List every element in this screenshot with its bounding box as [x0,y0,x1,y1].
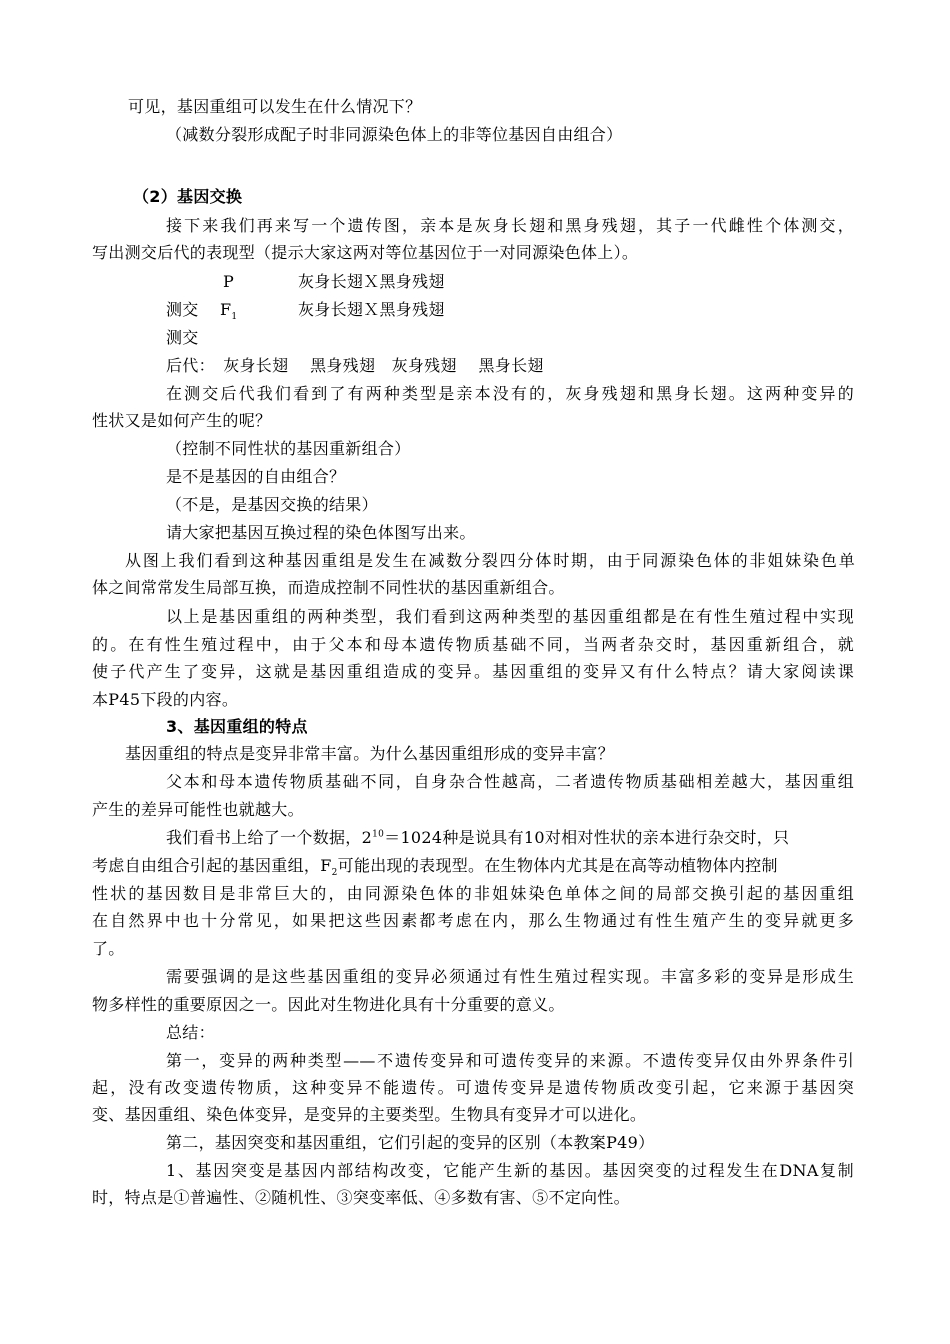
text-line: 接下来我们再来写一个遗传图，亲本是灰身长翅和黑身残翅，其子一代雌性个体测交， [166,216,854,235]
cross-label-testcross: 测交 [166,328,199,347]
text-line: 考虑自由组合引起的基因重组，$F_2$可能出现的表现型。在生物体内尤其是在高等动植物体内控制 [92,856,778,879]
text-line: 1、基因突变是基因内部结构改变，它能产生新的基因。基因突变的过程发生在DNA复制 [166,1161,854,1180]
cross-f1: 灰身长翅Ｘ黑身残翅 [298,300,445,319]
text-line: （控制不同性状的基因重新组合） [166,439,411,458]
text-line: 可见，基因重组可以发生在什么情况下？ [128,97,422,116]
text-line: 物多样性的重要原因之一。因此对生物进化具有十分重要的意义。 [92,995,565,1014]
text-line: 时，特点是①普遍性、②随机性、③突变率低、④多数有害、⑤不定向性。 [92,1188,630,1207]
text-line: （不是，是基因交换的结果） [166,495,378,514]
text-line: 请大家把基因互换过程的染色体图写出来。 [166,523,476,542]
text-line: 在测交后代我们看到了有两种类型是亲本没有的，灰身残翅和黑身长翅。这两种变异的 [166,384,854,403]
text-line: 第一，变异的两种类型——不遗传变异和可遗传变异的来源。不遗传变异仅由外界条件引 [166,1051,854,1070]
text-line: 父本和母本遗传物质基础不同，自身杂合性越高，二者遗传物质基础相差越大，基因重组 [166,772,854,791]
text-line: 总结： [166,1023,215,1042]
section-heading: （2）基因交换 [133,187,243,206]
text-line: （减数分裂形成配子时非同源染色体上的非等位基因自由组合） [166,125,623,144]
text-line: 基因重组的特点是变异非常丰富。为什么基因重组形成的变异丰富？ [125,744,615,763]
text-line: 的。在有性生殖过程中，由于父本和母本遗传物质基础不同，当两者杂交时，基因重新组合，就 [92,635,854,654]
text-line: 在自然界中也十分常见，如果把这些因素都考虑在内，那么生物通过有性生殖产生的变异就更多 [92,911,854,930]
cross-label-p: P [223,272,235,291]
text-line: 产生的差异可能性也就越大。 [92,800,304,819]
text-line: 变、基因重组、染色体变异，是变异的主要类型。生物具有变异才可以进化。 [92,1105,647,1124]
text-line: 使子代产生了变异，这就是基因重组造成的变异。基因重组的变异又有什么特点？请大家阅读课 [92,662,854,681]
cross-label-testcross: 测交 [166,300,199,319]
text-line: 以上是基因重组的两种类型，我们看到这两种类型的基因重组都是在有性生殖过程中实现 [166,607,854,626]
cross-label-f1: $F_1$ [220,300,238,323]
text-line: 我们看书上给了一个数据，$2^{10}=1024$种是说具有10对相对性状的亲本进行杂交时，只 [166,828,790,847]
text-line: 本P45下段的内容。 [92,690,239,709]
section-heading: 3、基因重组的特点 [166,717,308,736]
text-line: 性状又是如何产生的呢？ [92,411,272,430]
text-line: 从图上我们看到这种基因重组是发生在减数分裂四分体时期，由于同源染色体的非姐妹染色单 [125,551,855,570]
text-line: 性状的基因数目是非常巨大的，由同源染色体的非姐妹染色单体之间的局部交换引起的基因重组 [92,884,854,903]
text-line: 了。 [92,939,125,958]
text-line: 是不是基因的自由组合？ [166,467,346,486]
text-line: 第二，基因突变和基因重组，它们引起的变异的区别（本教案P49） [166,1133,655,1152]
text-line: 写出测交后代的表现型（提示大家这两对等位基因位于一对同源染色体上）。 [92,243,639,262]
cross-parents: 灰身长翅Ｘ黑身残翅 [298,272,445,291]
text-line: 体之间常常发生局部互换，而造成控制不同性状的基因重新组合。 [92,578,565,597]
text-line: 需要强调的是这些基因重组的变异必须通过有性生殖过程实现。丰富多彩的变异是形成生 [166,967,854,986]
cross-offspring: 后代： 灰身长翅 黑身残翅 灰身残翅 黑身长翅 [166,356,544,375]
text-line: 起，没有改变遗传物质，这种变异不能遗传。可遗传变异是遗传物质改变引起，它来源于基因突 [92,1078,854,1097]
